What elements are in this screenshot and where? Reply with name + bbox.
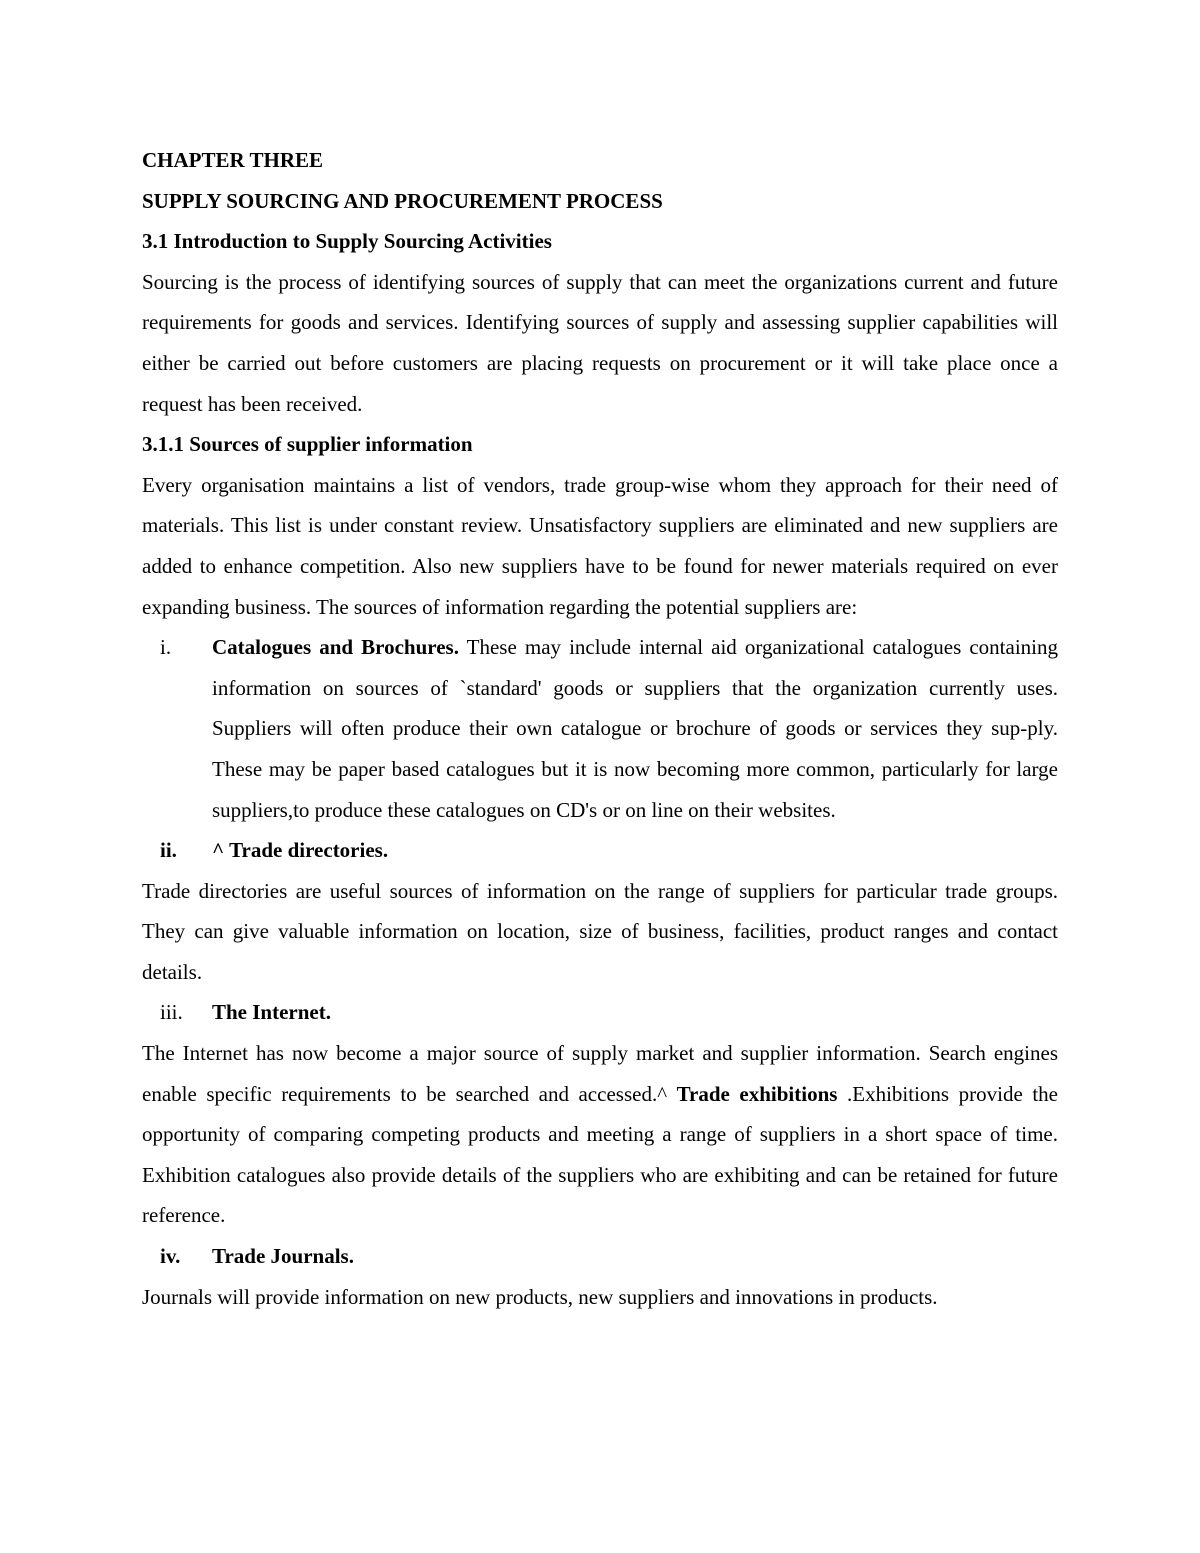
list-item-internet bbox=[142, 992, 1058, 1033]
list-numeral: i. bbox=[160, 635, 172, 660]
list-item-title: ^ Trade directories. bbox=[212, 838, 389, 863]
list-item-trade-journals bbox=[142, 1236, 1058, 1277]
list-numeral: iii. bbox=[160, 1000, 183, 1025]
list-item-trade-directories bbox=[142, 830, 1058, 871]
list-item-text: These may include internal aid organizational catalogues containing information on sources of `standard' goods or suppliers that the organization currently uses. Suppliers will often produce their own catalogue or brochure of goods or services they sup-ply. These may be paper based catalogues but it is now becoming more common, particularly for large suppliers,to produce these catalogues on CD's or on line on their websites. bbox=[212, 635, 1058, 822]
section-heading-3-1-1: 3.1.1 Sources of supplier information bbox=[142, 432, 473, 457]
section-heading-3-1: 3.1 Introduction to Supply Sourcing Activities bbox=[142, 229, 552, 254]
list-item-title: Catalogues and Brochures. bbox=[212, 635, 459, 660]
trade-journals-paragraph: Journals will provide information on new products, new suppliers and innovations in products. bbox=[142, 1284, 938, 1309]
internet-paragraph-end: .Exhibitions provide the opportunity of comparing competing products and meeting a range of suppliers in a short space of time. Exhibition catalogues also provide details of the suppliers who are exhibiting and can be retained for future reference. bbox=[142, 1081, 1058, 1228]
section-paragraph-3-1: Sourcing is the process of identifying sources of supply that can meet the organizations current and future requirements for goods and services. Identifying sources of supply and assessing supplier capabilities will either be carried out before customers are placing requests on procurement or it will take place once a request has been received. bbox=[142, 269, 1058, 416]
list-numeral: ii. bbox=[160, 838, 177, 863]
trade-directories-paragraph: Trade directories are useful sources of information on the range of suppliers for particular trade groups. They can give valuable information on location, size of business, facilities, product ranges and contact details. bbox=[142, 878, 1058, 984]
internet-paragraph-start: The Internet has now become a major source of supply market and supplier information. Search engines enable specific requirements to be searched and accessed.^ bbox=[142, 1041, 1058, 1106]
list-item-catalogues bbox=[142, 627, 1058, 830]
list-item-title: Trade Journals. bbox=[212, 1244, 354, 1269]
internet-paragraph bbox=[142, 1033, 1058, 1236]
list-item-title: The Internet. bbox=[212, 1000, 331, 1025]
chapter-label: CHAPTER THREE bbox=[142, 148, 324, 172]
document-page bbox=[142, 140, 1058, 1317]
trade-exhibitions-inline-heading: Trade exhibitions bbox=[676, 1081, 838, 1106]
section-paragraph-3-1-1: Every organisation maintains a list of vendors, trade group-wise whom they approach for their need of materials. This list is under constant review. Unsatisfactory suppliers are eliminated and new suppliers are added to enhance competition. Also new suppliers have to be found for newer materials required on ever expanding business. The sources of information regarding the potential suppliers are: bbox=[142, 472, 1058, 619]
chapter-title: SUPPLY SOURCING AND PROCUREMENT PROCESS bbox=[142, 188, 663, 213]
list-numeral: iv. bbox=[160, 1244, 181, 1269]
